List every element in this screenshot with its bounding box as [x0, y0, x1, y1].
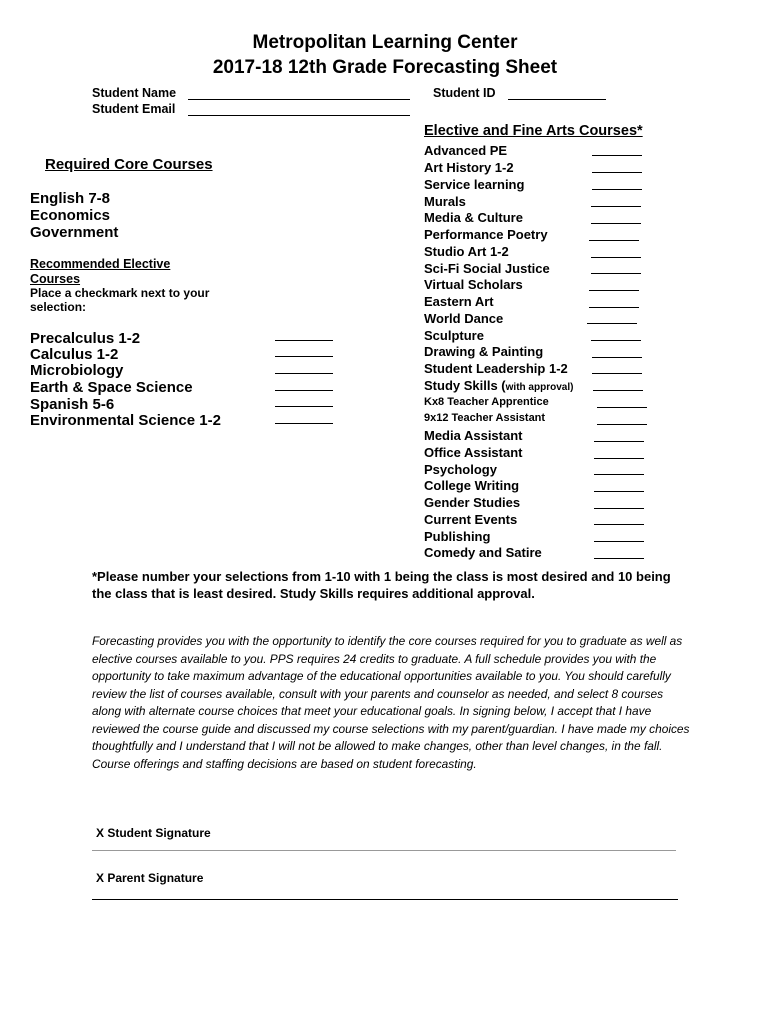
- elective-item: Murals: [424, 194, 466, 209]
- elective-item: Current Events: [424, 512, 518, 527]
- elective-item: Office Assistant: [424, 445, 523, 460]
- elective-item: Service learning: [424, 177, 525, 192]
- ranking-line[interactable]: [591, 273, 641, 274]
- ranking-line[interactable]: [592, 172, 642, 173]
- ranking-line[interactable]: [594, 491, 644, 492]
- page-title: Metropolitan Learning Center: [252, 32, 518, 53]
- recommended-heading-cont: Courses: [30, 272, 81, 286]
- elective-item: Eastern Art: [424, 294, 494, 309]
- checkmark-line[interactable]: [275, 406, 333, 407]
- ranking-line[interactable]: [594, 558, 644, 559]
- elective-item: Media Assistant: [424, 428, 523, 443]
- ranking-line[interactable]: [587, 323, 637, 324]
- recommended-heading: Recommended Elective: [30, 257, 171, 271]
- checkmark-line[interactable]: [275, 356, 333, 357]
- ranking-line[interactable]: [594, 541, 644, 542]
- student-name-label: Student Name: [92, 86, 177, 100]
- student-name-field[interactable]: [188, 99, 410, 100]
- elective-item: [424, 378, 573, 393]
- ranking-line[interactable]: [591, 206, 641, 207]
- ranking-line[interactable]: [591, 340, 641, 341]
- ranking-line[interactable]: [594, 441, 644, 442]
- elective-item: Studio Art 1-2: [424, 244, 509, 259]
- ranking-line[interactable]: [594, 524, 644, 525]
- student-email-field[interactable]: [188, 115, 410, 116]
- recommended-instruction: Place a checkmark next to your: [30, 286, 210, 300]
- ranking-line[interactable]: [592, 189, 642, 190]
- core-course-item: Government: [30, 224, 119, 241]
- recommended-course-item: Calculus 1-2: [30, 346, 119, 363]
- elective-item: Sci-Fi Social Justice: [424, 261, 550, 276]
- student-id-field[interactable]: [508, 99, 606, 100]
- ranking-line[interactable]: [591, 257, 641, 258]
- page-subtitle: 2017-18 12th Grade Forecasting Sheet: [212, 57, 558, 78]
- checkmark-line[interactable]: [275, 340, 333, 341]
- elective-item: Virtual Scholars: [424, 277, 523, 292]
- elective-item: Comedy and Satire: [424, 545, 542, 560]
- parent-signature-label: X Parent Signature: [96, 871, 204, 885]
- student-signature-line[interactable]: [92, 850, 676, 851]
- study-skills-label: Study Skills (: [424, 378, 506, 393]
- elective-item: Art History 1-2: [424, 160, 514, 175]
- ranking-line[interactable]: [594, 508, 644, 509]
- electives-heading: Elective and Fine Arts Courses*: [424, 123, 643, 139]
- checkmark-line[interactable]: [275, 373, 333, 374]
- elective-item: 9x12 Teacher Assistant: [424, 412, 546, 424]
- recommended-course-item: Precalculus 1-2: [30, 330, 141, 347]
- elective-item: College Writing: [424, 478, 520, 493]
- ranking-line[interactable]: [592, 155, 642, 156]
- selection-note: *Please number your selections from 1-10 with 1 being the class is most desired and 10 being the class that is least desired. Study Skills requires additional approval.: [92, 569, 671, 601]
- ranking-line[interactable]: [594, 458, 644, 459]
- elective-item: Drawing & Painting: [424, 344, 544, 359]
- elective-item: Psychology: [424, 462, 497, 477]
- elective-item: Performance Poetry: [424, 227, 548, 242]
- elective-item: World Dance: [424, 311, 504, 326]
- forecasting-paragraph: Forecasting provides you with the opportunity to identify the core courses required for you to graduate as well as elective courses available to you. PPS requires 24 credits to graduate. A full schedule provides you with the opportunity to take maximum advantage of the educational opportunities available to you. You should carefully review the list of courses available, consult with your parents and counselor as needed, and select 8 courses along with alternate course choices that meet your educational goals. In signing below, I accept that I have reviewed the course guide and discussed my course selections with my parent/guardian. I have made my choices thoughtfully and I understand that I will not be allowed to make changes, other than level changes, in the fall. Course offerings and staffing decisions are based on student forecasting.: [92, 634, 690, 771]
- elective-item: Media & Culture: [424, 210, 523, 225]
- recommended-instruction-cont: selection:: [30, 300, 87, 314]
- ranking-line[interactable]: [589, 290, 639, 291]
- ranking-line[interactable]: [589, 240, 639, 241]
- ranking-line[interactable]: [593, 390, 643, 391]
- recommended-course-item: Earth & Space Science: [30, 379, 193, 396]
- checkmark-line[interactable]: [275, 423, 333, 424]
- study-skills-note: with approval): [505, 382, 574, 393]
- student-id-label: Student ID: [433, 86, 496, 100]
- ranking-line[interactable]: [592, 357, 642, 358]
- parent-signature-line[interactable]: [92, 899, 678, 900]
- elective-item: Publishing: [424, 529, 491, 544]
- elective-item: Student Leadership 1-2: [424, 361, 568, 376]
- ranking-line[interactable]: [592, 373, 642, 374]
- core-course-item: Economics: [30, 207, 111, 224]
- checkmark-line[interactable]: [275, 390, 333, 391]
- elective-item: Gender Studies: [424, 495, 521, 510]
- elective-item: Advanced PE: [424, 143, 508, 158]
- elective-item: Sculpture: [424, 328, 484, 343]
- ranking-line[interactable]: [597, 424, 647, 425]
- student-signature-label: X Student Signature: [96, 826, 211, 840]
- ranking-line[interactable]: [594, 474, 644, 475]
- ranking-line[interactable]: [591, 223, 641, 224]
- ranking-line[interactable]: [589, 307, 639, 308]
- ranking-line[interactable]: [597, 407, 647, 408]
- elective-item: Kx8 Teacher Apprentice: [424, 396, 549, 408]
- core-course-item: English 7-8: [30, 190, 111, 207]
- required-core-heading: Required Core Courses: [45, 156, 213, 173]
- recommended-course-item: Spanish 5-6: [30, 396, 115, 413]
- recommended-course-item: Microbiology: [30, 362, 124, 379]
- student-email-label: Student Email: [92, 102, 176, 116]
- recommended-course-item: Environmental Science 1-2: [30, 412, 221, 429]
